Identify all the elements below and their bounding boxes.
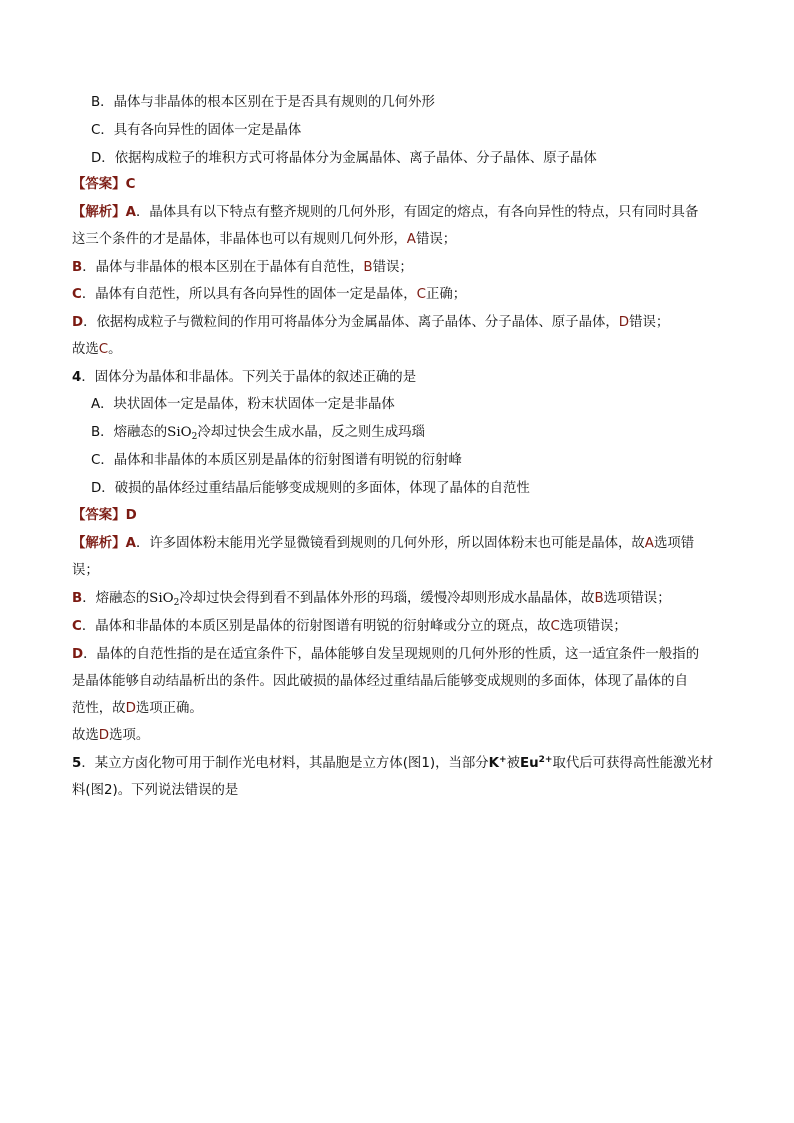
q3-option-c: C．具有各向异性的固体一定是晶体 xyxy=(91,123,302,138)
option-ref: C xyxy=(416,287,426,302)
answer-label: 【答案】 xyxy=(72,177,126,192)
option-text: B．熔融态的 xyxy=(91,425,168,440)
analysis-text: ．晶体与非晶体的根本区别在于晶体有自范性， xyxy=(82,260,364,275)
option-text: 冷却过快会生成水晶，反之则生成玛瑙 xyxy=(197,425,425,440)
q4-analysis-a-line1 xyxy=(72,534,694,554)
question-stem: )，当部分 xyxy=(429,756,489,771)
conclusion-text: 选项。 xyxy=(109,728,150,743)
analysis-text: 选项错误； xyxy=(603,591,671,606)
analysis-text: ．熔融态的 xyxy=(82,591,150,606)
q5-stem-line1 xyxy=(72,754,713,774)
q3-analysis-c xyxy=(72,285,466,305)
option-letter: A xyxy=(125,536,136,551)
formula-subscript: 2 xyxy=(173,598,180,608)
conclusion-text: 故选 xyxy=(72,342,99,357)
q4-analysis-b xyxy=(72,589,671,609)
option-ref: B xyxy=(363,260,373,275)
question-stem: 料(图 xyxy=(72,783,105,798)
q4-stem xyxy=(72,368,416,388)
option-letter: A xyxy=(125,205,136,220)
conclusion-text: 故选 xyxy=(72,728,99,743)
formula-base: SiO xyxy=(167,425,192,440)
ion-symbol: Eu xyxy=(519,756,539,771)
analysis-text: 范性，故 xyxy=(72,701,126,716)
option-letter: B xyxy=(72,260,83,275)
analysis-label: 【解析】 xyxy=(72,205,126,220)
answer-value: D xyxy=(125,508,137,523)
option-ref: B xyxy=(594,591,604,606)
q3-analysis-b xyxy=(72,258,413,278)
analysis-text: 错误； xyxy=(629,315,670,330)
analysis-text: ．许多固体粉末能用光学显微镜看到规则的几何外形，所以固体粉末也可能是晶体，故 xyxy=(135,536,645,551)
analysis-text: 冷却过快会得到看不到晶体外形的玛瑙，缓慢冷却则形成水晶晶体，故 xyxy=(179,591,595,606)
question-stem: ．固体分为晶体和非晶体。下列关于晶体的叙述正确的是 xyxy=(81,370,417,385)
option-ref: A xyxy=(644,536,654,551)
figure-ref: 1 xyxy=(421,756,430,771)
q4-analysis-d-line2: 是晶体能够自动结晶析出的条件。因此破损的晶体经过重结晶后能够变成规则的多面体，体现了晶体的自 xyxy=(72,674,688,689)
ion-charge: + xyxy=(499,755,507,765)
analysis-text: 选项正确。 xyxy=(135,701,203,716)
q4-answer xyxy=(72,506,137,526)
answer-label: 【答案】 xyxy=(72,508,126,523)
q4-conclusion xyxy=(72,726,149,746)
q4-analysis-a-line2: 误； xyxy=(72,563,99,578)
q3-answer xyxy=(72,175,135,195)
option-letter: B xyxy=(72,591,83,606)
analysis-text: ．依据构成粒子与微粒间的作用可将晶体分为金属晶体、离子晶体、分子晶体、原子晶体， xyxy=(83,315,619,330)
q3-analysis-d xyxy=(72,313,669,333)
q4-option-d: D．破损的晶体经过重结晶后能够变成规则的多面体，体现了晶体的自范性 xyxy=(91,481,530,496)
analysis-text: 错误； xyxy=(372,260,413,275)
q3-option-b: B．晶体与非晶体的根本区别在于是否具有规则的几何外形 xyxy=(91,95,435,110)
q3-analysis-a-line1 xyxy=(72,203,698,223)
ion-symbol: K xyxy=(488,756,500,771)
question-stem: )。下列说法错误的是 xyxy=(112,783,239,798)
option-ref: A xyxy=(406,232,416,247)
q3-analysis-a-line2 xyxy=(72,230,456,250)
option-letter: D xyxy=(72,315,84,330)
analysis-text: 选项错 xyxy=(653,536,695,551)
analysis-text: 正确； xyxy=(425,287,467,302)
formula-base: SiO xyxy=(149,591,174,606)
conclusion-text: 。 xyxy=(108,342,122,357)
question-number: 4 xyxy=(72,370,82,385)
analysis-text: ．晶体的自范性指的是在适宜条件下，晶体能够自发呈现规则的几何外形的性质，这一适宜条件一般指的 xyxy=(83,647,700,662)
question-stem: ．某立方卤化物可用于制作光电材料，其晶胞是立方体(图 xyxy=(81,756,422,771)
analysis-text: ．晶体和非晶体的本质区别是晶体的衍射图谱有明锐的衍射峰或分立的斑点，故 xyxy=(81,619,551,634)
q4-analysis-d-line3 xyxy=(72,699,203,719)
q4-option-b xyxy=(91,423,425,443)
analysis-text: 选项错误； xyxy=(559,619,627,634)
option-letter: C xyxy=(72,619,82,634)
option-letter: C xyxy=(72,287,82,302)
analysis-text: 这三个条件的才是晶体，非晶体也可以有规则几何外形， xyxy=(72,232,407,247)
formula-sio2 xyxy=(149,591,179,606)
option-ref: D xyxy=(98,728,110,743)
question-stem: 被 xyxy=(506,756,520,771)
q4-analysis-c xyxy=(72,617,627,637)
ion-eu xyxy=(520,756,553,771)
analysis-text: ．晶体有自范性，所以具有各向异性的固体一定是晶体， xyxy=(81,287,417,302)
analysis-text: ．晶体具有以下特点有整齐规则的几何外形，有固定的熔点，有各向异性的特点，只有同时具备 xyxy=(135,205,699,220)
option-ref: D xyxy=(618,315,630,330)
question-stem: 取代后可获得高性能激光材 xyxy=(552,756,714,771)
q4-option-a: A．块状固体一定是晶体，粉末状固体一定是非晶体 xyxy=(91,397,395,412)
question-number: 5 xyxy=(72,756,82,771)
analysis-label: 【解析】 xyxy=(72,536,126,551)
ion-k xyxy=(489,756,507,771)
q4-option-c: C．晶体和非晶体的本质区别是晶体的衍射图谱有明锐的衍射峰 xyxy=(91,453,462,468)
analysis-text: 错误； xyxy=(415,232,457,247)
formula-subscript: 2 xyxy=(191,432,198,442)
q3-conclusion xyxy=(72,340,122,360)
ion-charge: 2+ xyxy=(538,755,553,765)
figure-ref: 2 xyxy=(104,783,113,798)
q5-stem-line2 xyxy=(72,781,238,801)
option-ref: C xyxy=(98,342,109,357)
option-ref: C xyxy=(550,619,560,634)
q3-option-d: D．依据构成粒子的堆积方式可将晶体分为金属晶体、离子晶体、分子晶体、原子晶体 xyxy=(91,151,597,166)
option-letter: D xyxy=(72,647,84,662)
formula-sio2 xyxy=(167,425,197,440)
q4-analysis-d-line1 xyxy=(72,645,699,665)
answer-value: C xyxy=(125,177,136,192)
option-ref: D xyxy=(125,701,136,716)
